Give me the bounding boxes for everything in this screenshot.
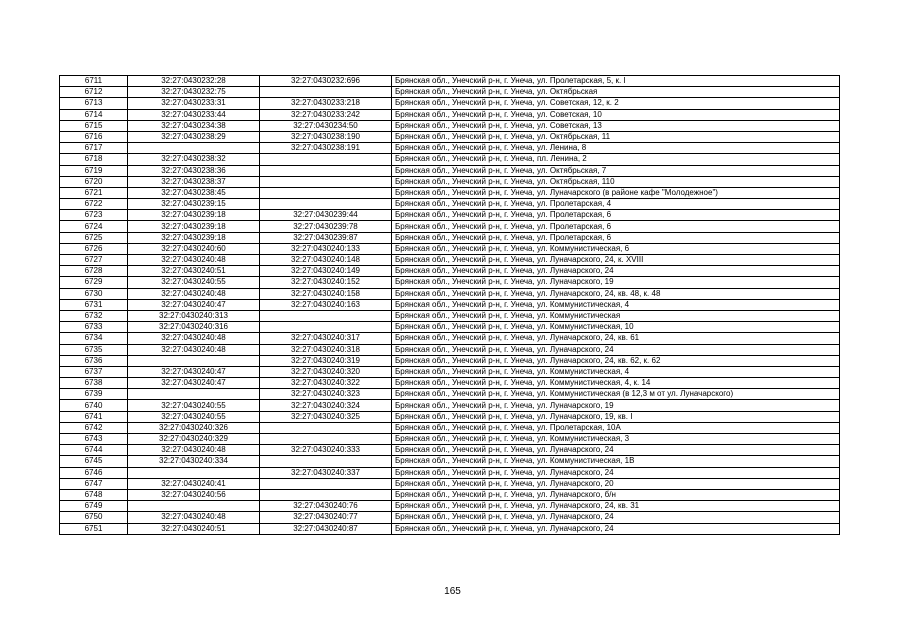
address-cell: Брянская обл., Унечский р-н, г. Унеча, ул. Луначарского, 19 — [392, 400, 840, 411]
row-number-cell: 6741 — [60, 411, 128, 422]
address-cell: Брянская обл., Унечский р-н, г. Унеча, ул. Пролетарская, 6 — [392, 210, 840, 221]
parcel-cadastral-cell: 32:27:0430240:60 — [128, 243, 260, 254]
table-row — [60, 176, 840, 187]
table-row — [60, 322, 840, 333]
parcel-cadastral-cell: 32:27:0430234:38 — [128, 120, 260, 131]
table-row — [60, 232, 840, 243]
row-number-cell: 6715 — [60, 120, 128, 131]
building-cadastral-cell — [260, 456, 392, 467]
parcel-cadastral-cell — [128, 355, 260, 366]
table-row — [60, 411, 840, 422]
parcel-cadastral-cell: 32:27:0430240:48 — [128, 288, 260, 299]
building-cadastral-cell: 32:27:0430240:133 — [260, 243, 392, 254]
row-number-cell: 6712 — [60, 87, 128, 98]
address-cell: Брянская обл., Унечский р-н, г. Унеча, ул. Луначарского, 19 — [392, 277, 840, 288]
table-row — [60, 512, 840, 523]
building-cadastral-cell: 32:27:0430240:158 — [260, 288, 392, 299]
building-cadastral-cell: 32:27:0430240:324 — [260, 400, 392, 411]
row-number-cell: 6724 — [60, 221, 128, 232]
building-cadastral-cell: 32:27:0430240:77 — [260, 512, 392, 523]
address-cell: Брянская обл., Унечский р-н, г. Унеча, ул. Пролетарская, 6 — [392, 221, 840, 232]
parcel-cadastral-cell: 32:27:0430240:326 — [128, 422, 260, 433]
address-cell: Брянская обл., Унечский р-н, г. Унеча, ул. Луначарского (в районе кафе "Молодежное") — [392, 187, 840, 198]
row-number-cell: 6747 — [60, 478, 128, 489]
table-row — [60, 378, 840, 389]
table-row — [60, 131, 840, 142]
address-cell: Брянская обл., Унечский р-н, г. Унеча, ул. Коммунистическая, 10 — [392, 322, 840, 333]
parcel-cadastral-cell: 32:27:0430240:48 — [128, 255, 260, 266]
row-number-cell: 6711 — [60, 76, 128, 87]
address-cell: Брянская обл., Унечский р-н, г. Унеча, ул. Пролетарская, 5, к. I — [392, 76, 840, 87]
row-number-cell: 6749 — [60, 501, 128, 512]
address-cell: Брянская обл., Унечский р-н, г. Унеча, ул. Пролетарская, 4 — [392, 199, 840, 210]
building-cadastral-cell — [260, 322, 392, 333]
parcel-cadastral-cell: 32:27:0430238:32 — [128, 154, 260, 165]
address-cell: Брянская обл., Унечский р-н, г. Унеча, ул. Луначарского, 24, кв. 62, к. 62 — [392, 355, 840, 366]
building-cadastral-cell: 32:27:0430232:696 — [260, 76, 392, 87]
building-cadastral-cell: 32:27:0430240:317 — [260, 333, 392, 344]
table-row — [60, 310, 840, 321]
table-row — [60, 98, 840, 109]
table-row — [60, 344, 840, 355]
building-cadastral-cell: 32:27:0430240:152 — [260, 277, 392, 288]
address-cell: Брянская обл., Унечский р-н, г. Унеча, пл. Ленина, 2 — [392, 154, 840, 165]
parcel-cadastral-cell: 32:27:0430240:47 — [128, 378, 260, 389]
building-cadastral-cell: 32:27:0430240:87 — [260, 523, 392, 534]
row-number-cell: 6727 — [60, 255, 128, 266]
row-number-cell: 6736 — [60, 355, 128, 366]
address-cell: Брянская обл., Унечский р-н, г. Унеча, ул. Октябрьская, 7 — [392, 165, 840, 176]
building-cadastral-cell — [260, 199, 392, 210]
parcel-cadastral-cell: 32:27:0430240:48 — [128, 445, 260, 456]
table-row — [60, 221, 840, 232]
table-row — [60, 143, 840, 154]
parcel-cadastral-cell: 32:27:0430239:15 — [128, 199, 260, 210]
row-number-cell: 6734 — [60, 333, 128, 344]
address-cell: Брянская обл., Унечский р-н, г. Унеча, ул. Луначарского, б/н — [392, 489, 840, 500]
building-cadastral-cell: 32:27:0430233:242 — [260, 109, 392, 120]
address-cell: Брянская обл., Унечский р-н, г. Унеча, ул. Луначарского, 24 — [392, 467, 840, 478]
row-number-cell: 6722 — [60, 199, 128, 210]
page-number: 165 — [444, 586, 461, 597]
row-number-cell: 6732 — [60, 310, 128, 321]
building-cadastral-cell: 32:27:0430240:323 — [260, 389, 392, 400]
row-number-cell: 6743 — [60, 434, 128, 445]
building-cadastral-cell: 32:27:0430238:191 — [260, 143, 392, 154]
address-cell: Брянская обл., Унечский р-н, г. Унеча, ул. Коммунистическая, 1В — [392, 456, 840, 467]
table-row — [60, 87, 840, 98]
building-cadastral-cell: 32:27:0430240:163 — [260, 299, 392, 310]
building-cadastral-cell: 32:27:0430233:218 — [260, 98, 392, 109]
address-cell: Брянская обл., Унечский р-н, г. Унеча, ул. Коммунистическая, 6 — [392, 243, 840, 254]
parcel-cadastral-cell: 32:27:0430240:56 — [128, 489, 260, 500]
address-cell: Брянская обл., Унечский р-н, г. Унеча, ул. Ленина, 8 — [392, 143, 840, 154]
row-number-cell: 6713 — [60, 98, 128, 109]
building-cadastral-cell: 32:27:0430240:319 — [260, 355, 392, 366]
building-cadastral-cell: 32:27:0430240:337 — [260, 467, 392, 478]
parcel-cadastral-cell: 32:27:0430238:36 — [128, 165, 260, 176]
table-row — [60, 187, 840, 198]
table-row — [60, 266, 840, 277]
row-number-cell: 6721 — [60, 187, 128, 198]
building-cadastral-cell: 32:27:0430240:318 — [260, 344, 392, 355]
row-number-cell: 6746 — [60, 467, 128, 478]
address-cell: Брянская обл., Унечский р-н, г. Унеча, ул. Коммунистическая, 4, к. 14 — [392, 378, 840, 389]
building-cadastral-cell: 32:27:0430240:76 — [260, 501, 392, 512]
table-row — [60, 165, 840, 176]
building-cadastral-cell: 32:27:0430234:50 — [260, 120, 392, 131]
parcel-cadastral-cell — [128, 389, 260, 400]
row-number-cell: 6745 — [60, 456, 128, 467]
row-number-cell: 6737 — [60, 366, 128, 377]
row-number-cell: 6751 — [60, 523, 128, 534]
address-cell: Брянская обл., Унечский р-н, г. Унеча, ул. Коммунистическая — [392, 310, 840, 321]
row-number-cell: 6738 — [60, 378, 128, 389]
building-cadastral-cell — [260, 187, 392, 198]
table-row — [60, 422, 840, 433]
parcel-cadastral-cell: 32:27:0430233:31 — [128, 98, 260, 109]
table-row — [60, 120, 840, 131]
address-cell: Брянская обл., Унечский р-н, г. Унеча, ул. Луначарского, 20 — [392, 478, 840, 489]
table-body — [60, 76, 840, 535]
table-row — [60, 243, 840, 254]
parcel-cadastral-cell: 32:27:0430240:41 — [128, 478, 260, 489]
address-cell: Брянская обл., Унечский р-н, г. Унеча, ул. Октябрьская, 110 — [392, 176, 840, 187]
building-cadastral-cell: 32:27:0430240:320 — [260, 366, 392, 377]
building-cadastral-cell: 32:27:0430240:333 — [260, 445, 392, 456]
table-row — [60, 288, 840, 299]
table-row — [60, 299, 840, 310]
building-cadastral-cell — [260, 87, 392, 98]
row-number-cell: 6718 — [60, 154, 128, 165]
address-cell: Брянская обл., Унечский р-н, г. Унеча, ул. Советская, 12, к. 2 — [392, 98, 840, 109]
building-cadastral-cell: 32:27:0430238:190 — [260, 131, 392, 142]
table-row — [60, 389, 840, 400]
building-cadastral-cell — [260, 489, 392, 500]
address-cell: Брянская обл., Унечский р-н, г. Унеча, ул. Пролетарская, 10А — [392, 422, 840, 433]
parcel-cadastral-cell: 32:27:0430240:313 — [128, 310, 260, 321]
parcel-cadastral-cell — [128, 467, 260, 478]
parcel-cadastral-cell: 32:27:0430240:316 — [128, 322, 260, 333]
parcel-cadastral-cell: 32:27:0430239:18 — [128, 210, 260, 221]
building-cadastral-cell — [260, 478, 392, 489]
parcel-cadastral-cell — [128, 143, 260, 154]
registry-table — [59, 75, 840, 535]
address-cell: Брянская обл., Унечский р-н, г. Унеча, ул. Луначарского, 24 — [392, 512, 840, 523]
address-cell: Брянская обл., Унечский р-н, г. Унеча, ул. Советская, 13 — [392, 120, 840, 131]
address-cell: Брянская обл., Унечский р-н, г. Унеча, ул. Октябрьская, 11 — [392, 131, 840, 142]
parcel-cadastral-cell: 32:27:0430240:55 — [128, 400, 260, 411]
table-row — [60, 355, 840, 366]
parcel-cadastral-cell: 32:27:0430240:51 — [128, 266, 260, 277]
row-number-cell: 6720 — [60, 176, 128, 187]
table-row — [60, 109, 840, 120]
table-row — [60, 467, 840, 478]
address-cell: Брянская обл., Унечский р-н, г. Унеча, ул. Луначарского, 24 — [392, 523, 840, 534]
address-cell: Брянская обл., Унечский р-н, г. Унеча, ул. Луначарского, 24 — [392, 445, 840, 456]
address-cell: Брянская обл., Унечский р-н, г. Унеча, ул. Луначарского, 24, к. XVIII — [392, 255, 840, 266]
parcel-cadastral-cell: 32:27:0430238:37 — [128, 176, 260, 187]
table-row — [60, 523, 840, 534]
address-cell: Брянская обл., Унечский р-н, г. Унеча, ул. Луначарского, 24, кв. 48, к. 48 — [392, 288, 840, 299]
table-row — [60, 154, 840, 165]
table-row — [60, 400, 840, 411]
parcel-cadastral-cell: 32:27:0430232:75 — [128, 87, 260, 98]
address-cell: Брянская обл., Унечский р-н, г. Унеча, ул. Октябрьская — [392, 87, 840, 98]
table-row — [60, 255, 840, 266]
parcel-cadastral-cell: 32:27:0430238:29 — [128, 131, 260, 142]
building-cadastral-cell — [260, 422, 392, 433]
building-cadastral-cell — [260, 176, 392, 187]
row-number-cell: 6719 — [60, 165, 128, 176]
parcel-cadastral-cell: 32:27:0430240:55 — [128, 277, 260, 288]
table-row — [60, 434, 840, 445]
building-cadastral-cell: 32:27:0430240:148 — [260, 255, 392, 266]
address-cell: Брянская обл., Унечский р-н, г. Унеча, ул. Коммунистическая, 3 — [392, 434, 840, 445]
row-number-cell: 6735 — [60, 344, 128, 355]
address-cell: Брянская обл., Унечский р-н, г. Унеча, ул. Луначарского, 24, кв. 31 — [392, 501, 840, 512]
row-number-cell: 6750 — [60, 512, 128, 523]
parcel-cadastral-cell: 32:27:0430233:44 — [128, 109, 260, 120]
building-cadastral-cell — [260, 310, 392, 321]
row-number-cell: 6739 — [60, 389, 128, 400]
parcel-cadastral-cell: 32:27:0430238:45 — [128, 187, 260, 198]
table-row — [60, 210, 840, 221]
table-row — [60, 366, 840, 377]
building-cadastral-cell — [260, 434, 392, 445]
row-number-cell: 6725 — [60, 232, 128, 243]
building-cadastral-cell — [260, 165, 392, 176]
table-row — [60, 501, 840, 512]
row-number-cell: 6733 — [60, 322, 128, 333]
parcel-cadastral-cell: 32:27:0430239:18 — [128, 232, 260, 243]
address-cell: Брянская обл., Унечский р-н, г. Унеча, ул. Коммунистическая (в 12,3 м от ул. Луначарского) — [392, 389, 840, 400]
parcel-cadastral-cell: 32:27:0430240:48 — [128, 512, 260, 523]
table-row — [60, 277, 840, 288]
building-cadastral-cell — [260, 154, 392, 165]
building-cadastral-cell: 32:27:0430240:325 — [260, 411, 392, 422]
address-cell: Брянская обл., Унечский р-н, г. Унеча, ул. Луначарского, 24 — [392, 344, 840, 355]
address-cell: Брянская обл., Унечский р-н, г. Унеча, ул. Коммунистическая, 4 — [392, 299, 840, 310]
row-number-cell: 6742 — [60, 422, 128, 433]
building-cadastral-cell: 32:27:0430239:87 — [260, 232, 392, 243]
address-cell: Брянская обл., Унечский р-н, г. Унеча, ул. Советская, 10 — [392, 109, 840, 120]
address-cell: Брянская обл., Унечский р-н, г. Унеча, ул. Луначарского, 19, кв. I — [392, 411, 840, 422]
table-row — [60, 445, 840, 456]
parcel-cadastral-cell: 32:27:0430240:48 — [128, 344, 260, 355]
address-cell: Брянская обл., Унечский р-н, г. Унеча, ул. Луначарского, 24 — [392, 266, 840, 277]
parcel-cadastral-cell: 32:27:0430239:18 — [128, 221, 260, 232]
parcel-cadastral-cell: 32:27:0430240:55 — [128, 411, 260, 422]
parcel-cadastral-cell — [128, 501, 260, 512]
address-cell: Брянская обл., Унечский р-н, г. Унеча, ул. Пролетарская, 6 — [392, 232, 840, 243]
row-number-cell: 6723 — [60, 210, 128, 221]
row-number-cell: 6717 — [60, 143, 128, 154]
row-number-cell: 6714 — [60, 109, 128, 120]
address-cell: Брянская обл., Унечский р-н, г. Унеча, ул. Коммунистическая, 4 — [392, 366, 840, 377]
address-cell: Брянская обл., Унечский р-н, г. Унеча, ул. Луначарского, 24, кв. 61 — [392, 333, 840, 344]
row-number-cell: 6744 — [60, 445, 128, 456]
building-cadastral-cell: 32:27:0430239:78 — [260, 221, 392, 232]
row-number-cell: 6728 — [60, 266, 128, 277]
building-cadastral-cell: 32:27:0430239:44 — [260, 210, 392, 221]
table-row — [60, 489, 840, 500]
table-row — [60, 199, 840, 210]
row-number-cell: 6730 — [60, 288, 128, 299]
building-cadastral-cell: 32:27:0430240:149 — [260, 266, 392, 277]
parcel-cadastral-cell: 32:27:0430240:51 — [128, 523, 260, 534]
table-row — [60, 478, 840, 489]
row-number-cell: 6716 — [60, 131, 128, 142]
row-number-cell: 6731 — [60, 299, 128, 310]
parcel-cadastral-cell: 32:27:0430240:334 — [128, 456, 260, 467]
parcel-cadastral-cell: 32:27:0430232:28 — [128, 76, 260, 87]
parcel-cadastral-cell: 32:27:0430240:48 — [128, 333, 260, 344]
table-row — [60, 456, 840, 467]
parcel-cadastral-cell: 32:27:0430240:47 — [128, 299, 260, 310]
building-cadastral-cell: 32:27:0430240:322 — [260, 378, 392, 389]
parcel-cadastral-cell: 32:27:0430240:329 — [128, 434, 260, 445]
row-number-cell: 6729 — [60, 277, 128, 288]
row-number-cell: 6726 — [60, 243, 128, 254]
row-number-cell: 6740 — [60, 400, 128, 411]
table-row — [60, 76, 840, 87]
row-number-cell: 6748 — [60, 489, 128, 500]
table-row — [60, 333, 840, 344]
parcel-cadastral-cell: 32:27:0430240:47 — [128, 366, 260, 377]
